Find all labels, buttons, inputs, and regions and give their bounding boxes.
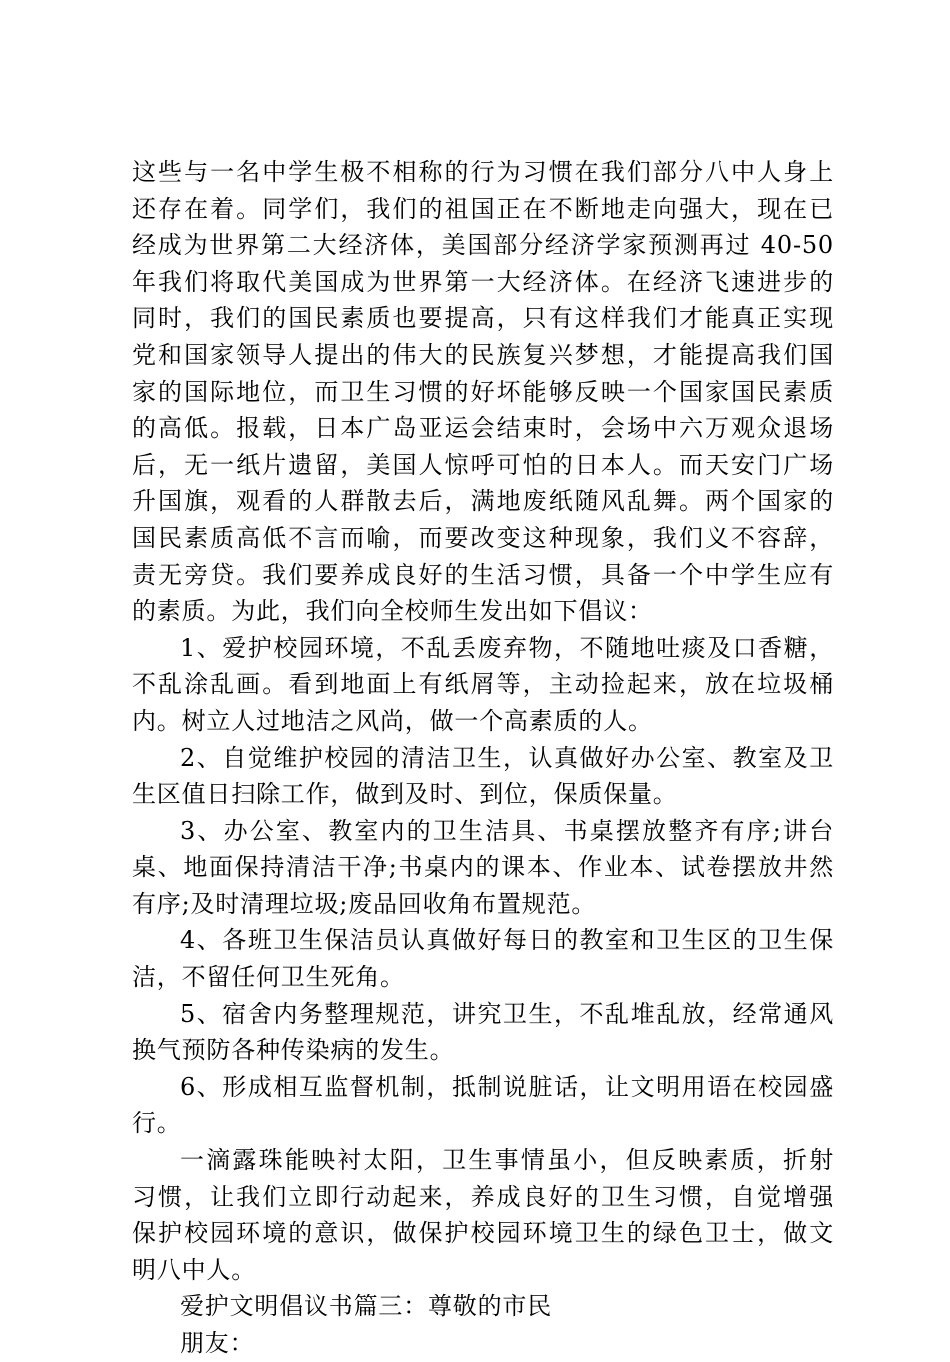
proposal-item-6: 6、形成相互监督机制，抵制说脏话，让文明用语在校园盛 [180, 1072, 834, 1101]
text-line: 的素质。为此，我们向全校师生发出如下倡议： [132, 597, 653, 626]
text-line: 明八中人。 [132, 1255, 256, 1284]
text-line: 内。树立人过地洁之风尚，做一个高素质的人。 [132, 706, 653, 735]
text-line: 有序;及时清理垃圾;废品回收角布置规范。 [132, 889, 597, 918]
text-line: 同时，我们的国民素质也要提高，只有这样我们才能真正实现 [132, 304, 834, 333]
text-line: 经成为世界第二大经济体，美国部分经济学家预测再过 40-50 [132, 231, 834, 260]
text-line: 还存在着。同学们，我们的祖国正在不断地走向强大，现在已 [132, 194, 834, 223]
text-line: 这些与一名中学生极不相称的行为习惯在我们部分八中人身上 [132, 158, 834, 186]
text-line: 后，无一纸片遗留，美国人惊呼可怕的日本人。而天安门广场 [132, 450, 834, 479]
text-line: 国民素质高低不言而喻，而要改变这种现象，我们义不容辞， [132, 523, 834, 552]
section-heading: 爱护文明倡议书篇三：尊敬的市民 [180, 1292, 552, 1321]
text-line: 不乱涂乱画。看到地面上有纸屑等，主动捡起来，放在垃圾桶 [132, 670, 834, 699]
text-line: 保护校园环境的意识，做保护校园环境卫生的绿色卫士，做文 [132, 1219, 834, 1248]
text-line: 升国旗，观看的人群散去后，满地废纸随风乱舞。两个国家的 [132, 487, 834, 516]
proposal-item-4: 4、各班卫生保洁员认真做好每日的教室和卫生区的卫生保 [180, 926, 834, 955]
text-line: 行。 [132, 1109, 182, 1138]
text-line: 生区值日扫除工作，做到及时、到位，保质保量。 [132, 780, 678, 809]
text-line: 换气预防各种传染病的发生。 [132, 1036, 455, 1065]
proposal-item-1: 1、爱护校园环境，不乱丢废弃物，不随地吐痰及口香糖， [180, 633, 834, 662]
document-body [132, 154, 834, 1362]
proposal-item-5: 5、宿舍内务整理规范，讲究卫生，不乱堆乱放，经常通风 [180, 999, 834, 1028]
text-line: 年我们将取代美国成为世界第一大经济体。在经济飞速进步的 [132, 267, 834, 296]
text-line: 家的国际地位，而卫生习惯的好坏能够反映一个国家国民素质 [132, 377, 834, 406]
proposal-item-2: 2、自觉维护校园的清洁卫生，认真做好办公室、教室及卫 [180, 743, 834, 772]
text-line: 习惯，让我们立即行动起来，养成良好的卫生习惯，自觉增强 [132, 1182, 834, 1211]
proposal-item-3: 3、办公室、教室内的卫生洁具、书桌摆放整齐有序;讲台 [180, 816, 834, 845]
text-line: 的高低。报载，日本广岛亚运会结束时，会场中六万观众退场 [132, 414, 834, 443]
text-line: 桌、地面保持清洁干净;书桌内的课本、作业本、试卷摆放井然 [132, 853, 834, 882]
closing-paragraph: 一滴露珠能映衬太阳，卫生事情虽小，但反映素质，折射 [180, 1146, 834, 1175]
text-line: 责无旁贷。我们要养成良好的生活习惯，具备一个中学生应有 [132, 560, 834, 589]
text-line: 洁，不留任何卫生死角。 [132, 963, 405, 992]
salutation: 朋友： [180, 1329, 255, 1357]
text-line: 党和国家领导人提出的伟大的民族复兴梦想，才能提高我们国 [132, 340, 834, 369]
